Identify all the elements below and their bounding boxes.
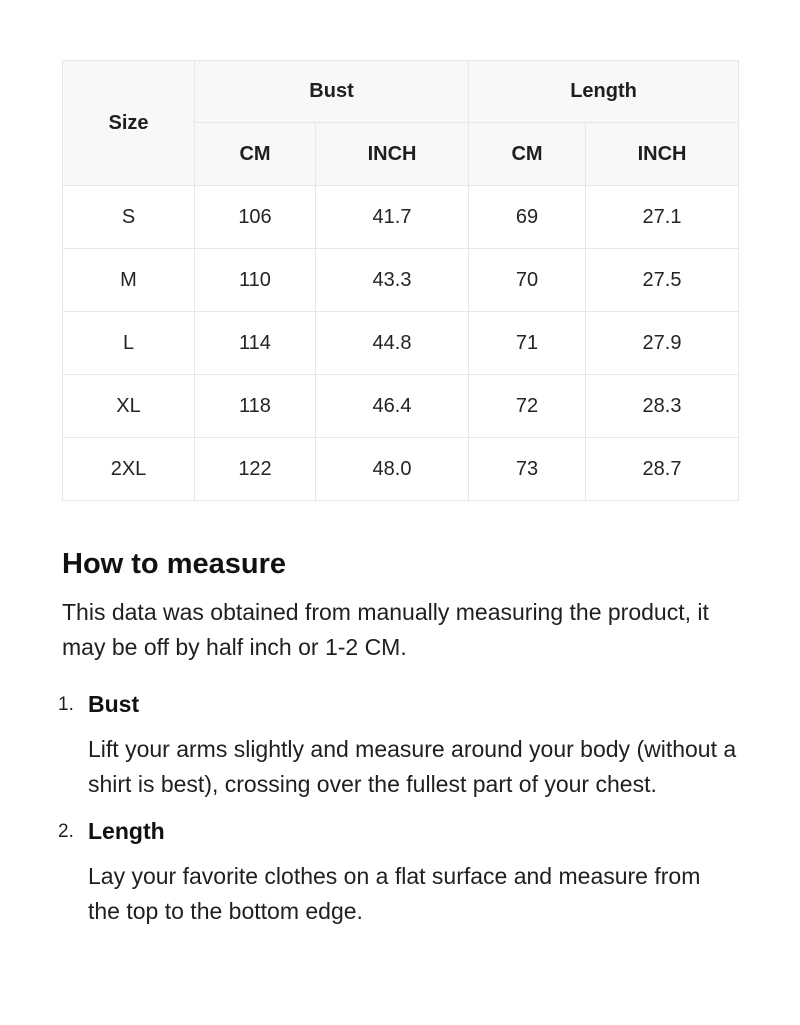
column-group-length: Length bbox=[469, 61, 739, 123]
length-cm-cell: 73 bbox=[469, 438, 586, 501]
step-title-bust: Bust bbox=[88, 691, 140, 717]
size-cell: 2XL bbox=[63, 438, 195, 501]
bust-inch-cell: 41.7 bbox=[316, 186, 469, 249]
column-header-bust-cm: CM bbox=[195, 123, 316, 186]
table-row-xl bbox=[63, 375, 739, 438]
length-cm-cell: 72 bbox=[469, 375, 586, 438]
bust-cm-cell: 122 bbox=[195, 438, 316, 501]
measure-step-length bbox=[58, 814, 738, 929]
step-description-length: Lay your favorite clothes on a flat surface and measure from the top to the bottom edge. bbox=[88, 863, 701, 924]
size-cell: XL bbox=[63, 375, 195, 438]
bust-inch-cell: 46.4 bbox=[316, 375, 469, 438]
step-number: 2. bbox=[58, 821, 74, 842]
bust-cm-cell: 106 bbox=[195, 186, 316, 249]
bust-cm-cell: 114 bbox=[195, 312, 316, 375]
table-row-s bbox=[63, 186, 739, 249]
step-number: 1. bbox=[58, 694, 74, 715]
column-header-bust-inch: INCH bbox=[316, 123, 469, 186]
step-title-length: Length bbox=[88, 818, 165, 844]
bust-cm-cell: 118 bbox=[195, 375, 316, 438]
length-inch-cell: 27.9 bbox=[586, 312, 739, 375]
length-inch-cell: 28.7 bbox=[586, 438, 739, 501]
measure-steps-list bbox=[58, 687, 738, 929]
table-row-2xl bbox=[63, 438, 739, 501]
length-inch-cell: 28.3 bbox=[586, 375, 739, 438]
bust-cm-cell: 110 bbox=[195, 249, 316, 312]
step-description-bust: Lift your arms slightly and measure around your body (without a shirt is best), crossing over the fullest part of your chest. bbox=[88, 736, 737, 797]
table-row-l bbox=[63, 312, 739, 375]
size-chart-table bbox=[62, 60, 739, 501]
table-header-group-row bbox=[63, 61, 739, 123]
length-cm-cell: 70 bbox=[469, 249, 586, 312]
size-cell: S bbox=[63, 186, 195, 249]
length-inch-cell: 27.5 bbox=[586, 249, 739, 312]
column-header-size: Size bbox=[63, 61, 195, 186]
size-cell: L bbox=[63, 312, 195, 375]
length-cm-cell: 71 bbox=[469, 312, 586, 375]
measure-disclaimer-text: This data was obtained from manually measuring the product, it may be off by half inch or 1-2 CM. bbox=[62, 599, 709, 660]
column-group-bust: Bust bbox=[195, 61, 469, 123]
step-body bbox=[88, 687, 738, 802]
how-to-measure-title: How to measure bbox=[62, 548, 286, 580]
bust-inch-cell: 48.0 bbox=[316, 438, 469, 501]
bust-inch-cell: 44.8 bbox=[316, 312, 469, 375]
step-body bbox=[88, 814, 738, 929]
how-to-measure-section bbox=[58, 547, 738, 929]
length-cm-cell: 69 bbox=[469, 186, 586, 249]
table-row-m bbox=[63, 249, 739, 312]
size-cell: M bbox=[63, 249, 195, 312]
measure-step-bust bbox=[58, 687, 738, 802]
column-header-length-cm: CM bbox=[469, 123, 586, 186]
column-header-length-inch: INCH bbox=[586, 123, 739, 186]
length-inch-cell: 27.1 bbox=[586, 186, 739, 249]
bust-inch-cell: 43.3 bbox=[316, 249, 469, 312]
